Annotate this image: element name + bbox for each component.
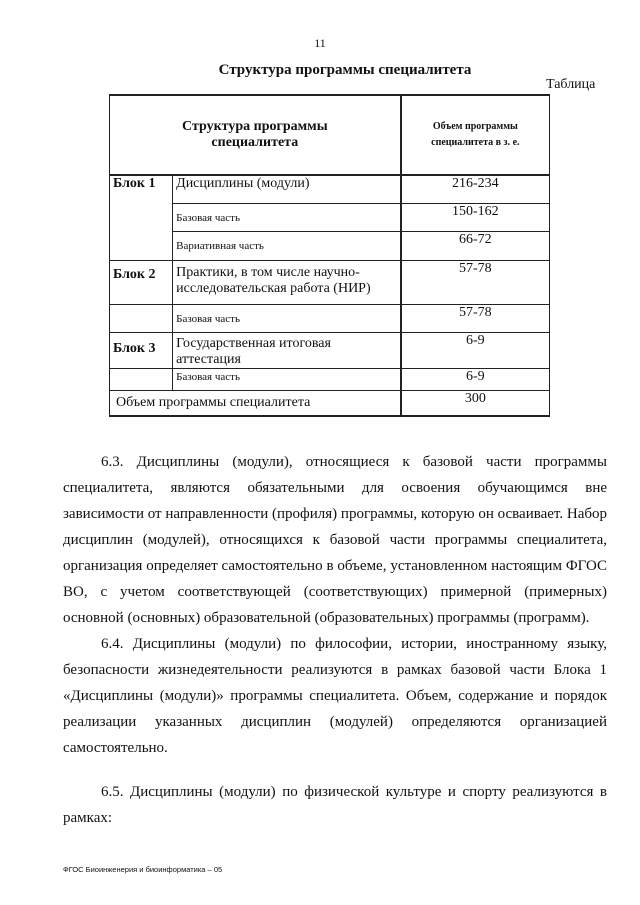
block-label bbox=[110, 203, 173, 231]
paragraph-text: 6.5. Дисциплины (модули) по физической культуре и спорту реализуются в рамках: bbox=[63, 784, 607, 826]
row-description: Вариативная часть bbox=[173, 231, 401, 260]
row-description: Практики, в том числе научно-исследовательская работа (НИР) bbox=[173, 260, 401, 304]
table-row bbox=[110, 332, 550, 368]
block-label: Блок 1 bbox=[110, 175, 173, 203]
table-row bbox=[110, 304, 550, 332]
total-value: 300 bbox=[401, 390, 550, 416]
block-label: Блок 2 bbox=[110, 260, 173, 304]
table-row bbox=[110, 231, 550, 260]
row-value: 57-78 bbox=[401, 304, 550, 332]
block-label bbox=[110, 368, 173, 390]
table-header-row bbox=[110, 95, 550, 175]
structure-table bbox=[109, 94, 550, 417]
total-label: Объем программы специалитета bbox=[110, 390, 401, 416]
table-row bbox=[110, 260, 550, 304]
header-volume: Объем программы специалитета в з. е. bbox=[401, 95, 550, 175]
table-row bbox=[110, 203, 550, 231]
block-label bbox=[110, 231, 173, 260]
document-title: Структура программы специалитета bbox=[218, 62, 472, 78]
footer-text: ФГОС Биоинженерия и биоинформатика – 05 bbox=[63, 865, 223, 874]
row-value: 6-9 bbox=[401, 368, 550, 390]
paragraph-6-3 bbox=[63, 449, 607, 631]
page-number: 11 bbox=[314, 36, 326, 50]
block-label: Блок 3 bbox=[110, 332, 173, 368]
table-row bbox=[110, 368, 550, 390]
row-description: Базовая часть bbox=[173, 368, 401, 390]
table-caption: Таблица bbox=[546, 77, 596, 92]
paragraph-6-4 bbox=[63, 631, 607, 761]
row-value: 150-162 bbox=[401, 203, 550, 231]
header-structure: Структура программы специалитета bbox=[110, 95, 401, 175]
row-value: 66-72 bbox=[401, 231, 550, 260]
row-description: Базовая часть bbox=[173, 203, 401, 231]
table-total-row bbox=[110, 390, 550, 416]
row-value: 216-234 bbox=[401, 175, 550, 203]
paragraph-6-5 bbox=[63, 779, 607, 831]
row-description: Дисциплины (модули) bbox=[173, 175, 401, 203]
paragraph-text: 6.4. Дисциплины (модули) по философии, истории, иностранному языку, безопасности жизнедеятельности реализуются в рамках базовой части Блока 1 «Дисциплины (модули)» программы специалитета. Объем, содержание и порядок реализации указанных дисциплин (модулей) определяются организацией самостоятельно. bbox=[63, 636, 607, 756]
block-label bbox=[110, 304, 173, 332]
row-value: 6-9 bbox=[401, 332, 550, 368]
table-row bbox=[110, 175, 550, 203]
row-description: Государственная итоговая аттестация bbox=[173, 332, 401, 368]
row-description: Базовая часть bbox=[173, 304, 401, 332]
paragraph-text: 6.3. Дисциплины (модули), относящиеся к базовой части программы специалитета, являются обязательными для освоения обучающимся вне зависимости от направленности (профиля) программы, которую он осваивает. Набор дисциплин (модулей), относящихся к базовой части программы специалитета, организация определяет самостоятельно в объеме, установленном настоящим ФГОС ВО, с учетом соответствующей (соответствующих) примерной (примерных) основной (основных) образовательной (образовательных) программы (программ). bbox=[63, 454, 607, 626]
row-value: 57-78 bbox=[401, 260, 550, 304]
